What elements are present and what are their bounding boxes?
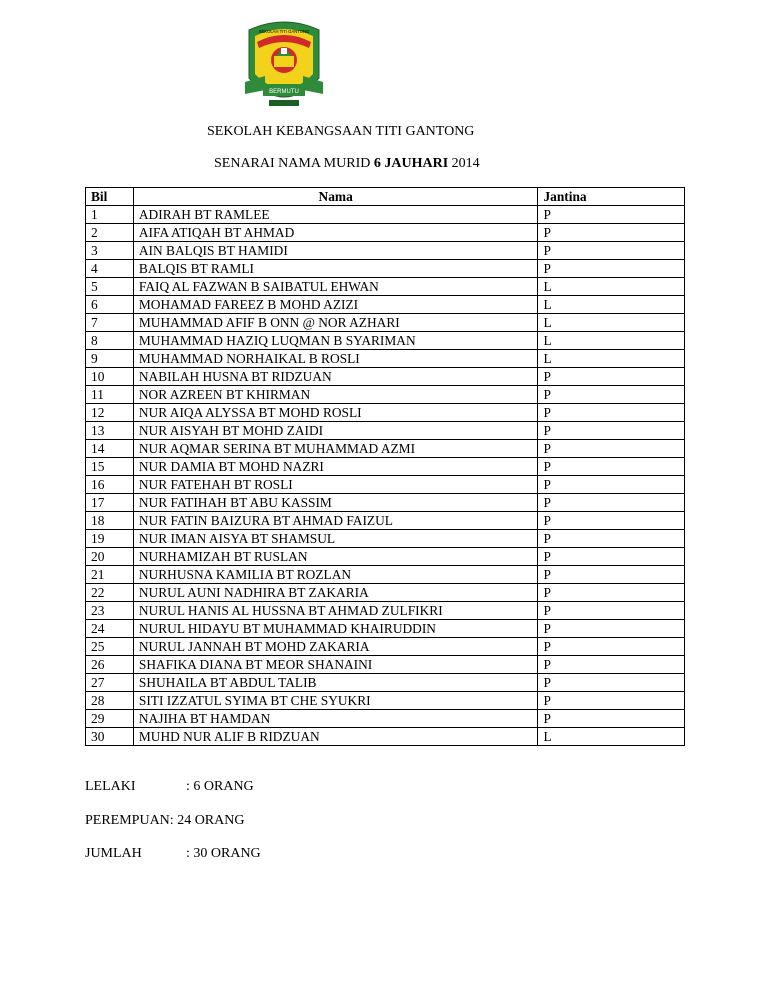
cell-jantina: P	[538, 620, 685, 638]
cell-jantina: P	[538, 368, 685, 386]
table-row	[86, 242, 685, 260]
cell-jantina: P	[538, 242, 685, 260]
cell-jantina: P	[538, 512, 685, 530]
cell-bil: 28	[86, 692, 134, 710]
cell-jantina: P	[538, 548, 685, 566]
cell-bil: 26	[86, 656, 134, 674]
table-row	[86, 260, 685, 278]
cell-nama: NUR FATIN BAIZURA BT AHMAD FAIZUL	[133, 512, 538, 530]
cell-nama: NUR IMAN AISYA BT SHAMSUL	[133, 530, 538, 548]
table-row	[86, 620, 685, 638]
table-row	[86, 512, 685, 530]
cell-jantina: P	[538, 674, 685, 692]
cell-bil: 6	[86, 296, 134, 314]
cell-jantina: P	[538, 440, 685, 458]
table-row	[86, 548, 685, 566]
cell-nama: MUHAMMAD HAZIQ LUQMAN B SYARIMAN	[133, 332, 538, 350]
table-row	[86, 458, 685, 476]
table-row	[86, 404, 685, 422]
cell-bil: 12	[86, 404, 134, 422]
table-row	[86, 314, 685, 332]
cell-jantina: P	[538, 584, 685, 602]
cell-nama: NURUL JANNAH BT MOHD ZAKARIA	[133, 638, 538, 656]
perempuan-label: PEREMPUAN:	[85, 813, 174, 828]
cell-jantina: P	[538, 566, 685, 584]
cell-bil: 27	[86, 674, 134, 692]
cell-bil: 24	[86, 620, 134, 638]
cell-bil: 3	[86, 242, 134, 260]
table-row	[86, 674, 685, 692]
cell-nama: NUR AQMAR SERINA BT MUHAMMAD AZMI	[133, 440, 538, 458]
table-row	[86, 206, 685, 224]
lelaki-label: LELAKI	[85, 779, 136, 794]
cell-nama: NUR DAMIA BT MOHD NAZRI	[133, 458, 538, 476]
table-row	[86, 656, 685, 674]
cell-bil: 1	[86, 206, 134, 224]
cell-bil: 15	[86, 458, 134, 476]
cell-jantina: P	[538, 710, 685, 728]
cell-nama: AIN BALQIS BT HAMIDI	[133, 242, 538, 260]
cell-jantina: P	[538, 404, 685, 422]
cell-nama: NOR AZREEN BT KHIRMAN	[133, 386, 538, 404]
cell-nama: BALQIS BT RAMLI	[133, 260, 538, 278]
cell-bil: 29	[86, 710, 134, 728]
table-row	[86, 332, 685, 350]
cell-bil: 14	[86, 440, 134, 458]
table-row	[86, 296, 685, 314]
table-row	[86, 692, 685, 710]
jumlah-value: : 30 ORANG	[186, 846, 261, 861]
cell-bil: 20	[86, 548, 134, 566]
header-bil: Bil	[86, 188, 134, 206]
cell-bil: 9	[86, 350, 134, 368]
table-row	[86, 566, 685, 584]
header-jantina: Jantina	[538, 188, 685, 206]
cell-nama: MUHAMMAD AFIF B ONN @ NOR AZHARI	[133, 314, 538, 332]
cell-bil: 18	[86, 512, 134, 530]
jumlah-label: JUMLAH	[85, 846, 142, 861]
cell-bil: 5	[86, 278, 134, 296]
cell-nama: ADIRAH BT RAMLEE	[133, 206, 538, 224]
cell-bil: 2	[86, 224, 134, 242]
cell-nama: AIFA ATIQAH BT AHMAD	[133, 224, 538, 242]
cell-bil: 16	[86, 476, 134, 494]
cell-jantina: P	[538, 476, 685, 494]
cell-jantina: P	[538, 602, 685, 620]
summary-jumlah	[85, 846, 261, 862]
cell-bil: 21	[86, 566, 134, 584]
list-title-prefix: SENARAI NAMA MURID	[214, 156, 371, 171]
cell-nama: MOHAMAD FAREEZ B MOHD AZIZI	[133, 296, 538, 314]
cell-nama: NUR AIQA ALYSSA BT MOHD ROSLI	[133, 404, 538, 422]
cell-jantina: L	[538, 296, 685, 314]
cell-nama: NAJIHA BT HAMDAN	[133, 710, 538, 728]
table-row	[86, 602, 685, 620]
table-row	[86, 386, 685, 404]
cell-nama: MUHD NUR ALIF B RIDZUAN	[133, 728, 538, 746]
cell-jantina: P	[538, 530, 685, 548]
summary-lelaki	[85, 779, 254, 795]
cell-jantina: P	[538, 206, 685, 224]
cell-bil: 7	[86, 314, 134, 332]
cell-nama: MUHAMMAD NORHAIKAL B ROSLI	[133, 350, 538, 368]
table-row	[86, 476, 685, 494]
perempuan-value: 24 ORANG	[177, 813, 245, 828]
cell-jantina: P	[538, 458, 685, 476]
cell-bil: 30	[86, 728, 134, 746]
cell-jantina: L	[538, 278, 685, 296]
cell-nama: NUR FATEHAH BT ROSLI	[133, 476, 538, 494]
cell-nama: SITI IZZATUL SYIMA BT CHE SYUKRI	[133, 692, 538, 710]
cell-nama: NURUL HIDAYU BT MUHAMMAD KHAIRUDDIN	[133, 620, 538, 638]
table-row	[86, 494, 685, 512]
cell-jantina: P	[538, 386, 685, 404]
table-row	[86, 422, 685, 440]
cell-bil: 22	[86, 584, 134, 602]
header-nama: Nama	[133, 188, 538, 206]
school-name-text: SEKOLAH KEBANGSAAN TITI GANTONG	[207, 124, 475, 139]
cell-nama: NURUL HANIS AL HUSSNA BT AHMAD ZULFIKRI	[133, 602, 538, 620]
class-name: 6 JAUHARI	[373, 156, 449, 171]
cell-jantina: L	[538, 728, 685, 746]
cell-jantina: P	[538, 692, 685, 710]
table-header-row	[86, 188, 685, 206]
cell-bil: 13	[86, 422, 134, 440]
cell-jantina: P	[538, 638, 685, 656]
cell-bil: 4	[86, 260, 134, 278]
table-row	[86, 224, 685, 242]
cell-bil: 19	[86, 530, 134, 548]
cell-nama: NURHUSNA KAMILIA BT ROZLAN	[133, 566, 538, 584]
table-row	[86, 440, 685, 458]
cell-nama: NUR FATIHAH BT ABU KASSIM	[133, 494, 538, 512]
table-row	[86, 350, 685, 368]
lelaki-value: : 6 ORANG	[186, 779, 254, 794]
cell-bil: 11	[86, 386, 134, 404]
cell-jantina: P	[538, 422, 685, 440]
cell-jantina: P	[538, 656, 685, 674]
table-row	[86, 584, 685, 602]
cell-nama: NURUL AUNI NADHIRA BT ZAKARIA	[133, 584, 538, 602]
logo-top-text: SEKOLAH TITI GANTONG	[258, 29, 310, 34]
cell-jantina: P	[538, 224, 685, 242]
cell-nama: NABILAH HUSNA BT RIDZUAN	[133, 368, 538, 386]
cell-nama: NURHAMIZAH BT RUSLAN	[133, 548, 538, 566]
cell-nama: SHAFIKA DIANA BT MEOR SHANAINI	[133, 656, 538, 674]
cell-bil: 23	[86, 602, 134, 620]
table-row	[86, 638, 685, 656]
year: 2014	[451, 156, 480, 171]
summary-perempuan	[85, 813, 244, 829]
cell-bil: 10	[86, 368, 134, 386]
cell-jantina: P	[538, 260, 685, 278]
cell-nama: FAIQ AL FAZWAN B SAIBATUL EHWAN	[133, 278, 538, 296]
cell-nama: NUR AISYAH BT MOHD ZAIDI	[133, 422, 538, 440]
table-row	[86, 278, 685, 296]
table-row	[86, 368, 685, 386]
cell-bil: 17	[86, 494, 134, 512]
cell-bil: 8	[86, 332, 134, 350]
table-row	[86, 530, 685, 548]
table-row	[86, 710, 685, 728]
cell-jantina: L	[538, 314, 685, 332]
cell-jantina: P	[538, 494, 685, 512]
cell-nama: SHUHAILA BT ABDUL TALIB	[133, 674, 538, 692]
student-table	[85, 187, 685, 746]
school-crest-logo	[243, 20, 325, 110]
logo-motto: BERMUTU	[269, 89, 299, 95]
cell-jantina: L	[538, 332, 685, 350]
cell-jantina: L	[538, 350, 685, 368]
cell-bil: 25	[86, 638, 134, 656]
table-row	[86, 728, 685, 746]
